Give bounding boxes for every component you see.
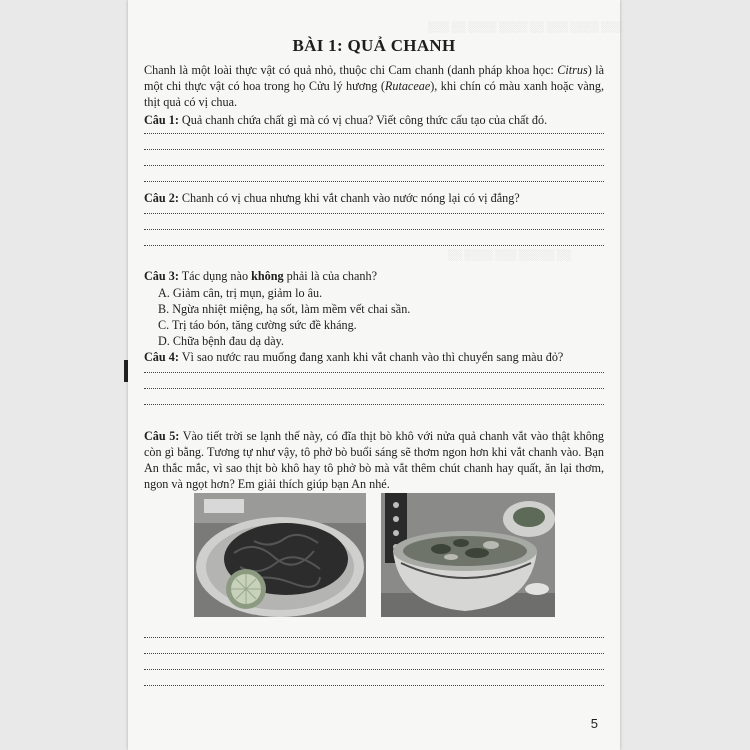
answer-lines-1[interactable]: [144, 133, 604, 197]
option-c[interactable]: C. Trị táo bón, tăng cường sức đề kháng.: [158, 318, 357, 332]
question-4: Câu 4: Vì sao nước rau muống đang xanh khi vắt chanh vào thì chuyển sang màu đỏ?: [144, 350, 564, 364]
photo-beef-jerky: [194, 493, 366, 617]
question-3: Câu 3: Tác dụng nào không phải là của chanh?: [144, 269, 378, 283]
workbook-page: [128, 0, 623, 750]
show-through-text: ░░ ░░░░░ ░░░ ░░░░ ░░: [448, 250, 572, 261]
page-number: 5: [590, 716, 598, 731]
intro-paragraph: Chanh là một loài thực vật có quả nhỏ, thuộc chi Cam chanh (danh pháp khoa học: Citrus) là một chi thực vật có hoa trong họ Cửu lý hương (Rutaceae), khi chín có màu xanh hoặc vàng, thịt quả có vị chua.: [144, 63, 604, 109]
question-1: Câu 1: Quả chanh chứa chất gì mà có vị chua? Viết công thức cấu tạo của chất đó.: [144, 113, 548, 127]
photo-pho-bowl: [381, 493, 555, 617]
beef-jerky-image: [194, 493, 366, 617]
answer-lines-5[interactable]: [144, 637, 604, 701]
show-through-text: ░░░ ░░░░ ░░░ ░░ ░░░░ ░░░░ ░░ ░░░: [428, 22, 623, 33]
genus-name: Citrus: [557, 63, 588, 77]
answer-lines-2[interactable]: [144, 213, 604, 261]
option-d[interactable]: D. Chữa bệnh đau dạ dày.: [158, 334, 284, 348]
pho-bowl-image: [381, 493, 555, 617]
answer-lines-4[interactable]: [144, 372, 604, 420]
page-title: BÀI 1: QUẢ CHANH: [292, 36, 456, 55]
emphasis-khong: không: [251, 269, 284, 283]
question-5: Câu 5: Vào tiết trời se lạnh thế này, có đĩa thịt bò khô với nửa quả chanh vắt vào thật không còn gì bằng. Tương tự như vậy, tô phở bò buổi sáng sẽ thơm ngon hơn khi vắt chanh vào. Bạn An thắc mắc, vì sao thịt bò khô hay tô phở bò mà vắt thêm chút chanh hay quất, ăn lại thơm, ngon và ngọt hơn? Em giải thích giúp bạn An nhé.: [144, 429, 605, 491]
question-2: Câu 2: Chanh có vị chua nhưng khi vắt chanh vào nước nóng lại có vị đắng?: [144, 191, 520, 205]
option-b[interactable]: B. Ngừa nhiệt miệng, hạ sốt, làm mềm vết chai sần.: [158, 302, 411, 316]
option-a[interactable]: A. Giảm cân, trị mụn, giảm lo âu.: [158, 286, 323, 300]
family-name: Rutaceae: [384, 79, 431, 93]
